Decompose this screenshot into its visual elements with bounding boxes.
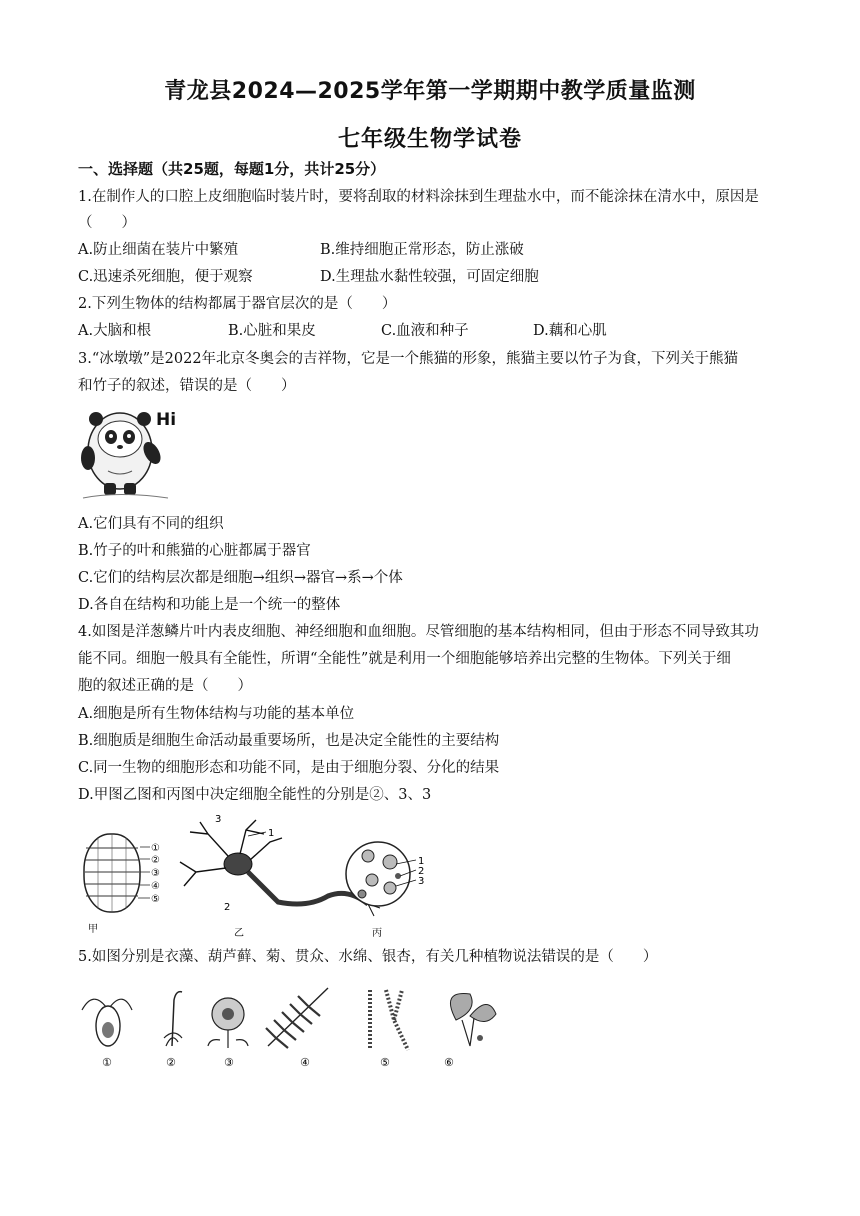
fern-figure (266, 988, 328, 1069)
q4-option-c: C.同一生物的细胞形态和功能不同，是由于细胞分裂、分化的结果 (78, 760, 500, 776)
plant-figures (78, 980, 508, 1072)
blood-cell-figure (346, 842, 424, 939)
plant-label-2: ② (166, 1056, 176, 1069)
chlamydomonas-figure (82, 999, 132, 1069)
panda-mascot-figure (78, 403, 188, 503)
spirogyra-figure (370, 990, 408, 1069)
jia-caption: 甲 (88, 924, 98, 935)
ginkgo-figure (444, 994, 496, 1069)
plant-label-4: ④ (300, 1056, 310, 1069)
plant-label-3: ③ (224, 1056, 234, 1069)
q2-option-c: C.血液和种子 (381, 323, 469, 339)
q2-option-a: A.大脑和根 (78, 323, 152, 339)
cell-figures (78, 812, 438, 940)
jia-label-4: ④ (151, 881, 160, 892)
q1-stem-line2: （ ） (78, 215, 136, 231)
plant-label-1: ① (102, 1056, 112, 1069)
q4-option-b: B.细胞质是细胞生命活动最重要场所，也是决定全能性的主要结构 (78, 733, 500, 749)
panda-hi-text: Hi (156, 410, 177, 430)
bing-caption: 丙 (372, 928, 382, 939)
q3-option-a: A.它们具有不同的组织 (78, 516, 224, 532)
plant-label-5: ⑤ (380, 1056, 390, 1069)
bing-label-2: 2 (418, 866, 425, 877)
moss-figure (164, 992, 182, 1069)
chrysanthemum-figure (208, 998, 248, 1069)
q1-option-a: A.防止细菌在装片中繁殖 (78, 242, 239, 258)
q2-option-d: D.藕和心肌 (533, 323, 607, 339)
q2-option-b: B.心脏和果皮 (228, 323, 316, 339)
plant-label-6: ⑥ (444, 1056, 454, 1069)
q3-option-d: D.各自在结构和功能上是一个统一的整体 (78, 597, 341, 613)
q4-stem-line3: 胞的叙述正确的是（ ） (78, 678, 252, 694)
exam-title: 青龙县2024—2025学年第一学期期中教学质量监测 (164, 79, 696, 104)
q1-option-d: D.生理盐水黏性较强，可固定细胞 (320, 269, 539, 285)
jia-label-5: ⑤ (151, 894, 160, 905)
q1-option-c: C.迅速杀死细胞，便于观察 (78, 269, 253, 285)
bing-label-3: 3 (418, 876, 425, 887)
jia-label-3: ③ (151, 868, 160, 879)
bing-label-1: 1 (418, 856, 425, 867)
q3-stem-line1: 3.“冰墩墩”是2022年北京冬奥会的吉祥物，它是一个熊猫的形象，熊猫主要以竹子为食，下列关于熊猫 (78, 351, 739, 367)
q4-option-a: A.细胞是所有生物体结构与功能的基本单位 (78, 706, 355, 722)
q2-stem: 2.下列生物体的结构都属于器官层次的是（ ） (78, 296, 397, 312)
jia-label-1: ① (151, 843, 160, 854)
yi-label-2: 2 (224, 902, 231, 913)
jia-label-2: ② (151, 855, 160, 866)
q1-stem-line1: 1.在制作人的口腔上皮细胞临时装片时，要将刮取的材料涂抹到生理盐水中，而不能涂抹在清水中，原因是 (78, 189, 759, 205)
yi-caption: 乙 (234, 928, 244, 939)
exam-subtitle: 七年级生物学试卷 (337, 127, 522, 152)
q4-stem-line1: 4.如图是洋葱鳞片叶内表皮细胞、神经细胞和血细胞。尽管细胞的基本结构相同，但由于形态不同导致其功 (78, 624, 759, 640)
yi-label-3: 3 (215, 814, 222, 825)
yi-label-1: 1 (268, 828, 275, 839)
section-heading: 一、选择题（共25题，每题1分，共计25分） (78, 160, 386, 178)
q3-option-b: B.竹子的叶和熊猫的心脏都属于器官 (78, 543, 311, 559)
q4-option-d: D.甲图乙图和丙图中决定细胞全能性的分别是②、3、3 (78, 787, 432, 803)
q3-option-c: C.它们的结构层次都是细胞→组织→器官→系→个体 (78, 570, 403, 586)
q4-stem-line2: 能不同。细胞一般具有全能性，所谓“全能性”就是利用一个细胞能够培养出完整的生物体。下列关于细 (78, 651, 731, 667)
q5-stem: 5.如图分别是衣藻、葫芦藓、菊、贯众、水绵、银杏，有关几种植物说法错误的是（ ） (78, 949, 658, 965)
onion-cell-figure (84, 834, 160, 935)
q3-stem-line2: 和竹子的叙述，错误的是（ ） (78, 378, 296, 394)
q1-option-b: B.维持细胞正常形态，防止涨破 (320, 242, 524, 258)
